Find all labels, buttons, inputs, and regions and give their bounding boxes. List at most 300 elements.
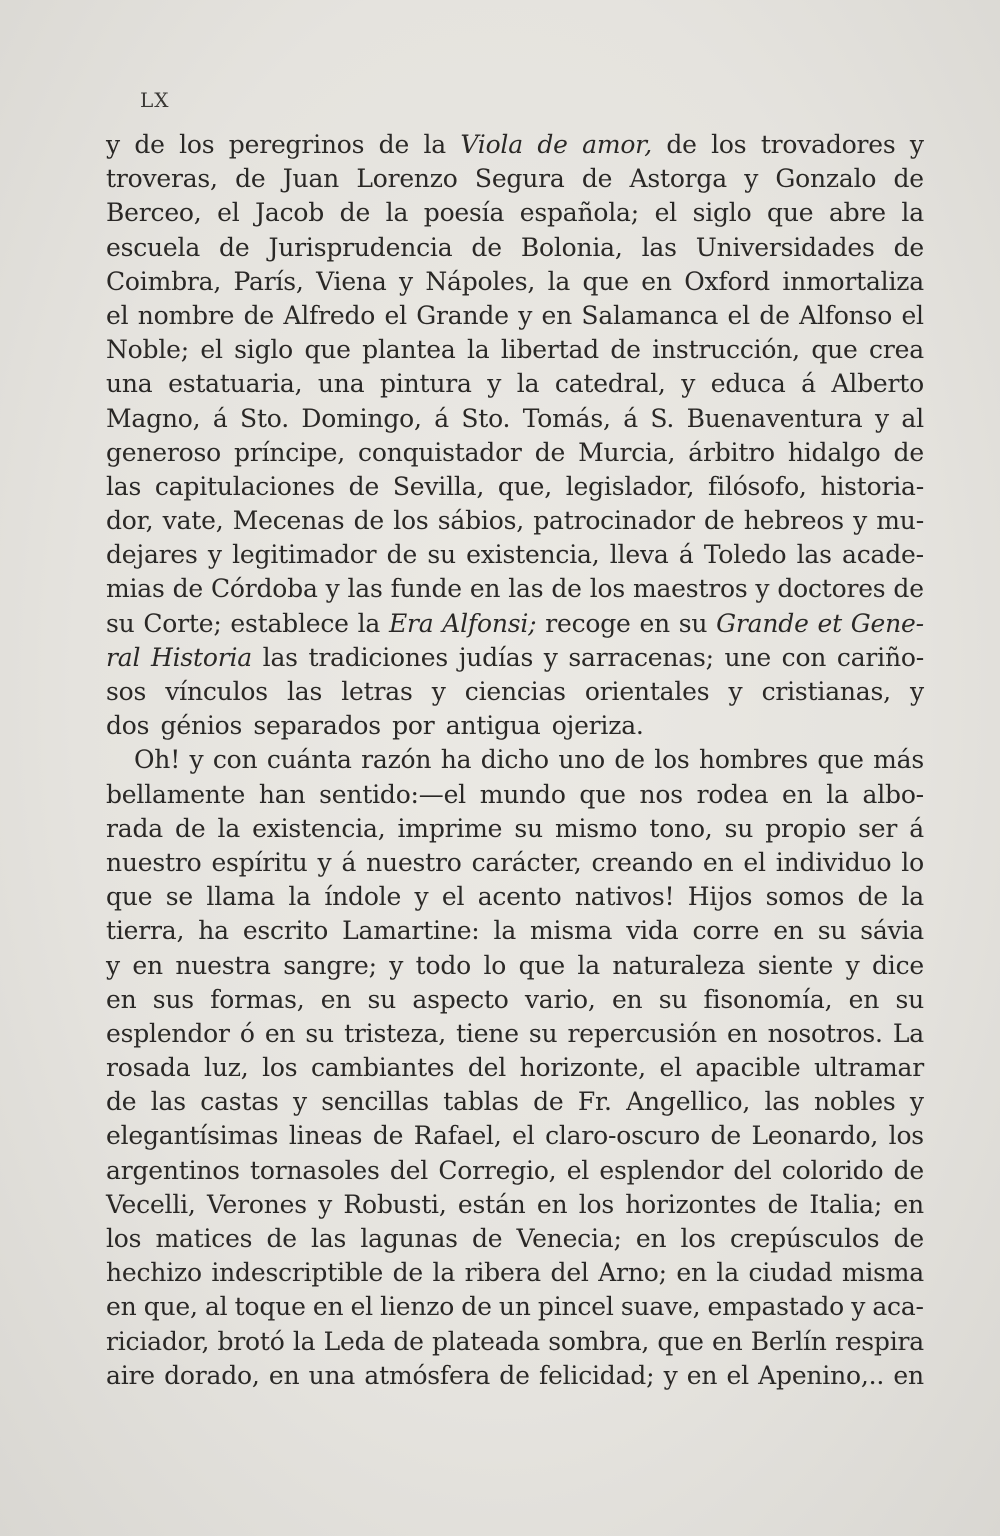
word: á xyxy=(909,813,924,843)
word: de xyxy=(461,1292,492,1322)
word: castas xyxy=(200,1087,279,1117)
text-line xyxy=(106,470,924,504)
word: ha xyxy=(440,745,472,775)
word: de xyxy=(614,745,645,775)
word: nos xyxy=(639,779,683,809)
word: luz, xyxy=(204,1053,249,1083)
word: nuestro xyxy=(366,847,462,877)
word: su xyxy=(724,813,754,843)
word: existencia, xyxy=(466,540,600,570)
word: y xyxy=(874,403,889,433)
word: Noble; xyxy=(106,335,189,365)
word: el xyxy=(384,300,407,330)
word: la xyxy=(716,1258,739,1288)
word: educa xyxy=(710,369,786,399)
word: á xyxy=(212,403,228,433)
word: en xyxy=(848,984,880,1014)
word: que xyxy=(106,882,153,912)
word: que xyxy=(811,335,858,365)
word: en xyxy=(711,1326,743,1356)
word: aca- xyxy=(872,1292,924,1322)
word: dicho xyxy=(480,745,549,775)
text-line xyxy=(106,812,924,846)
word: misma xyxy=(530,916,613,946)
word: y xyxy=(318,1189,333,1219)
word: acade- xyxy=(842,540,924,570)
word: siente xyxy=(757,950,834,980)
word: creando xyxy=(591,847,693,877)
word: La xyxy=(892,1018,924,1048)
italic-word: de xyxy=(537,130,568,159)
body-text xyxy=(106,128,924,1393)
word: cambiantes xyxy=(310,1053,455,1083)
italic-word: Gene- xyxy=(850,608,924,638)
word: dorado, xyxy=(164,1360,260,1390)
word: y xyxy=(744,164,759,194)
word: la xyxy=(432,1258,456,1288)
word: Jurisprudencia xyxy=(268,232,453,262)
word: Domingo, xyxy=(301,403,422,433)
word: Berceo, xyxy=(106,198,202,228)
word: tablas xyxy=(443,1087,519,1117)
word: uno xyxy=(558,745,605,775)
word: de xyxy=(499,1360,530,1390)
word: misma xyxy=(841,1258,924,1288)
word: la xyxy=(901,882,924,912)
word: tornasoles xyxy=(250,1155,380,1185)
word: en xyxy=(106,1292,137,1322)
word: Oxford xyxy=(684,266,770,296)
word: que, xyxy=(143,1292,198,1322)
text-line xyxy=(106,299,924,333)
word: ribera xyxy=(464,1258,541,1288)
word: que xyxy=(817,745,864,775)
word: y xyxy=(518,300,533,330)
word: y xyxy=(106,130,120,159)
word: abre xyxy=(828,198,886,228)
word: en xyxy=(773,916,804,946)
text-line xyxy=(106,709,924,743)
word: que xyxy=(582,266,629,296)
word: aspecto xyxy=(412,984,509,1014)
text-line xyxy=(106,1051,924,1085)
word: en xyxy=(106,984,137,1014)
word: el xyxy=(441,882,465,912)
text-line xyxy=(106,231,924,265)
word: y xyxy=(317,847,332,877)
word: generoso xyxy=(106,437,221,467)
word: crea xyxy=(869,335,924,365)
text-line xyxy=(106,1188,924,1222)
word: instrucción, xyxy=(652,335,800,365)
word: argentinos xyxy=(106,1155,240,1185)
word: una xyxy=(106,369,153,399)
word: Oh! xyxy=(134,745,181,775)
word: Alfredo xyxy=(283,300,376,330)
word: su xyxy=(106,608,135,638)
word: y xyxy=(845,950,860,980)
word: Rafael, xyxy=(413,1121,502,1151)
word: lo xyxy=(483,950,507,980)
word: nativos! xyxy=(574,882,675,912)
word: la xyxy=(423,130,446,159)
word: con xyxy=(212,745,258,775)
word: se xyxy=(165,882,193,912)
word: razón xyxy=(361,745,432,775)
text-line xyxy=(106,1359,924,1393)
word: á xyxy=(801,369,816,399)
word: establece xyxy=(230,608,349,638)
word: aire xyxy=(106,1360,155,1390)
word: Lamartine: xyxy=(342,916,480,946)
word: de xyxy=(235,164,266,194)
word: filósofo, xyxy=(708,471,807,501)
word: Astorga xyxy=(629,164,727,194)
text-line xyxy=(106,402,924,436)
word: de xyxy=(134,130,165,159)
word: esplendor xyxy=(599,1155,724,1185)
word: patrocinador xyxy=(533,506,695,536)
word: espíritu xyxy=(211,847,308,877)
word: Berlín xyxy=(750,1326,827,1356)
word: de xyxy=(175,813,206,843)
word: y xyxy=(389,950,404,980)
word: Salamanca xyxy=(581,300,719,330)
word: legitimador xyxy=(232,540,377,570)
word: propio xyxy=(765,813,847,843)
word: los xyxy=(589,574,625,604)
word: escuela xyxy=(106,232,201,262)
word: Italia; xyxy=(809,1189,883,1219)
word: en xyxy=(611,984,643,1014)
word: colorido xyxy=(781,1155,884,1185)
word: Alberto xyxy=(831,369,924,399)
word: de xyxy=(106,1087,137,1117)
word: que xyxy=(657,1326,704,1356)
word: el xyxy=(200,335,223,365)
word: naturaleza xyxy=(612,950,746,980)
word: las xyxy=(764,1087,800,1117)
word: Apenino,.. xyxy=(758,1360,885,1390)
word: los xyxy=(179,130,215,159)
text-line xyxy=(106,743,924,777)
word: albo- xyxy=(862,779,924,809)
word: por xyxy=(392,711,435,741)
word: en xyxy=(635,1224,667,1253)
text-line xyxy=(106,778,924,812)
italic-word: Alfonsi; xyxy=(442,608,537,638)
word: Buenaventura xyxy=(686,403,863,433)
text-line xyxy=(106,504,924,538)
word: ser xyxy=(858,813,898,843)
word: ó xyxy=(239,1018,255,1048)
word: de xyxy=(471,1224,503,1253)
text-line xyxy=(106,572,924,606)
word: á xyxy=(434,403,449,433)
word: mias xyxy=(106,574,165,604)
word: Bolonia, xyxy=(520,232,623,262)
word: el xyxy=(217,198,240,228)
word: suave, xyxy=(620,1292,701,1322)
word: al xyxy=(901,403,924,433)
word: crepúsculos xyxy=(729,1224,880,1253)
word: las xyxy=(311,1224,347,1253)
word: sarracenas; xyxy=(568,642,714,672)
word: y xyxy=(414,882,429,912)
word: en xyxy=(727,1018,758,1048)
word: matices xyxy=(155,1224,253,1253)
word: los xyxy=(888,1121,924,1151)
word: y xyxy=(851,1292,866,1322)
word: capitulaciones xyxy=(154,471,335,501)
word: del xyxy=(550,1258,589,1288)
word: los xyxy=(711,130,747,159)
word: de xyxy=(372,1121,404,1151)
word: claro-oscuro xyxy=(545,1121,700,1151)
word: y xyxy=(663,1360,678,1390)
word: imprime xyxy=(397,813,503,843)
word: hidalgo xyxy=(787,437,881,467)
text-line xyxy=(106,846,924,880)
word: de xyxy=(759,300,790,330)
word: existencia, xyxy=(252,813,386,843)
italic-word: ral xyxy=(106,642,141,672)
word: están xyxy=(457,1189,526,1219)
word: y xyxy=(398,266,413,296)
word: vario, xyxy=(524,984,596,1014)
word: empastado xyxy=(707,1292,844,1322)
word: Corte; xyxy=(143,608,222,638)
text-line xyxy=(106,675,924,709)
word: el xyxy=(727,300,750,330)
word: orientales xyxy=(584,677,710,706)
word: del xyxy=(389,1155,429,1185)
word: pintura xyxy=(380,369,472,399)
word: la xyxy=(577,950,600,980)
text-line xyxy=(106,1222,924,1256)
word: la xyxy=(826,779,849,809)
word: que xyxy=(579,779,626,809)
word: de xyxy=(266,1224,297,1253)
word: en xyxy=(268,1360,300,1390)
word: letras xyxy=(341,677,413,706)
word: tiene xyxy=(456,1018,519,1048)
word: carácter, xyxy=(471,847,582,877)
word: de xyxy=(386,540,418,570)
word: las xyxy=(286,677,323,706)
word: de xyxy=(893,1224,924,1253)
word: á xyxy=(623,403,638,433)
word: la xyxy=(292,1326,316,1356)
word: la xyxy=(288,882,311,912)
word: en xyxy=(676,1258,707,1288)
word: del xyxy=(467,1053,507,1083)
word: trovadores xyxy=(760,130,896,159)
word: cariño- xyxy=(836,642,924,672)
word: maestros xyxy=(632,574,748,604)
page-number: LX xyxy=(140,88,170,112)
word: de xyxy=(392,1258,424,1288)
word: toque xyxy=(234,1292,306,1322)
word: de xyxy=(610,335,641,365)
word: de xyxy=(353,506,385,536)
word: de xyxy=(348,471,380,501)
word: acento xyxy=(477,882,562,912)
word: Segura xyxy=(474,164,565,194)
word: tierra, xyxy=(106,916,185,946)
text-line xyxy=(106,1119,924,1153)
word: Robusti, xyxy=(343,1189,447,1219)
word: Venecia; xyxy=(516,1224,622,1253)
word: su xyxy=(895,984,924,1014)
word: han xyxy=(258,779,306,809)
word: su xyxy=(305,1018,334,1048)
word: el xyxy=(726,1360,749,1390)
word: nosotros. xyxy=(767,1018,883,1048)
word: dor, xyxy=(106,506,154,536)
word: lienzo xyxy=(380,1292,455,1322)
word: de xyxy=(378,130,410,159)
text-line xyxy=(106,1017,924,1051)
italic-word: Viola xyxy=(460,130,523,159)
word: dejares xyxy=(106,540,198,570)
word: que xyxy=(767,198,814,228)
word: y xyxy=(755,574,770,604)
word: mismo xyxy=(554,813,638,843)
word: Alfonso xyxy=(799,300,893,330)
word: las xyxy=(106,471,142,501)
word: la xyxy=(516,369,540,399)
text-line xyxy=(106,436,924,470)
word: el xyxy=(512,1121,535,1151)
word: de xyxy=(551,574,582,604)
word: la xyxy=(547,266,571,296)
word: Sto. xyxy=(240,403,289,433)
word: su xyxy=(817,916,847,946)
word: estatuaria, xyxy=(168,369,303,399)
word: en xyxy=(893,1360,924,1390)
word: atmósfera xyxy=(364,1360,491,1390)
word: de xyxy=(666,130,697,159)
word: en xyxy=(782,779,813,809)
word: S. xyxy=(650,403,675,433)
word: un xyxy=(498,1292,531,1322)
word: libertad xyxy=(500,335,599,365)
word: pincel xyxy=(537,1292,614,1322)
word: sentido:—el xyxy=(319,779,466,809)
word: y xyxy=(909,130,924,159)
word: une xyxy=(724,642,771,672)
italic-word: amor, xyxy=(582,130,652,159)
word: en xyxy=(686,1360,718,1390)
word: recoge xyxy=(545,608,631,638)
word: troveras, xyxy=(106,164,218,194)
word: en xyxy=(641,266,672,296)
word: Córdoba xyxy=(210,574,318,604)
word: al xyxy=(204,1292,228,1322)
word: Angellico, xyxy=(626,1087,751,1117)
word: de xyxy=(534,437,566,467)
italic-word: et xyxy=(817,608,842,638)
word: la xyxy=(357,608,381,638)
word: en xyxy=(264,1018,296,1048)
word: nuestra xyxy=(175,950,271,980)
word: en xyxy=(893,1189,924,1219)
word: y xyxy=(487,369,502,399)
word: los xyxy=(654,745,690,775)
word: que xyxy=(518,950,565,980)
word: de xyxy=(893,1155,924,1185)
word: Fr. xyxy=(577,1087,612,1117)
word: las xyxy=(347,574,383,604)
word: de xyxy=(471,232,502,262)
word: tradiciones xyxy=(308,642,448,672)
word: su xyxy=(658,984,688,1014)
word: Sto. xyxy=(461,403,511,433)
text-line xyxy=(106,641,924,675)
word: en xyxy=(702,847,734,877)
word: horizonte, xyxy=(519,1053,646,1083)
word: y xyxy=(543,642,558,672)
word: ciudad xyxy=(748,1258,833,1288)
word: rada xyxy=(106,813,163,843)
word: elegantísimas xyxy=(106,1121,279,1151)
word: en xyxy=(639,608,670,638)
word: Corregio, xyxy=(438,1155,557,1185)
word: en xyxy=(320,984,352,1014)
word: historia- xyxy=(820,471,924,501)
word: Toledo xyxy=(703,540,787,570)
word: llama xyxy=(206,882,275,912)
word: bellamente xyxy=(106,779,246,809)
word: escrito xyxy=(242,916,329,946)
word: el xyxy=(659,1053,682,1083)
word: que, xyxy=(497,471,552,501)
word: en xyxy=(312,1292,344,1322)
word: Lorenzo xyxy=(356,164,458,194)
word: las xyxy=(796,540,832,570)
word: y xyxy=(292,1087,307,1117)
word: en xyxy=(132,950,163,980)
word: rosada xyxy=(106,1053,191,1083)
word: los xyxy=(578,1189,614,1219)
text-line xyxy=(106,162,924,196)
word: vida xyxy=(626,916,679,946)
word: formas, xyxy=(210,984,305,1014)
italic-word: Historia xyxy=(150,642,252,672)
word: peregrinos xyxy=(228,130,365,159)
word: rodea xyxy=(696,779,769,809)
word: del xyxy=(733,1155,772,1185)
word: y xyxy=(681,369,696,399)
word: Nápoles, xyxy=(425,266,536,296)
word: y xyxy=(189,745,204,775)
word: los xyxy=(393,506,429,536)
word: de xyxy=(893,232,924,262)
word: de xyxy=(704,506,735,536)
word: apacible xyxy=(695,1053,801,1083)
text-line xyxy=(106,1154,924,1188)
word: de xyxy=(172,574,203,604)
word: las xyxy=(262,642,298,672)
word: individuo xyxy=(775,847,892,877)
word: corre xyxy=(692,916,760,946)
word: de xyxy=(581,164,613,194)
word: riciador, xyxy=(106,1326,210,1356)
word: ha xyxy=(198,916,229,946)
word: en xyxy=(536,1189,568,1219)
word: en xyxy=(469,574,501,604)
